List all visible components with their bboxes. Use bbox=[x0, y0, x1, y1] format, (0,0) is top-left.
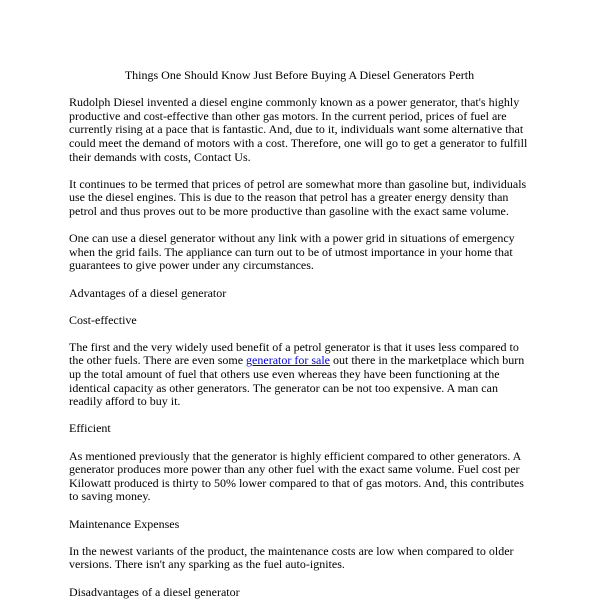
maintenance-expenses-heading: Maintenance Expenses bbox=[69, 516, 180, 531]
cost-effective-text-before-link: The first and the very widely used benefit of a petrol generator is that it uses less compared to the other fuels. There are even some bbox=[69, 339, 519, 368]
cost-effective-text-after-link: out there in the marketplace which burn up the total amount of fuel that others use even whereas they have been functioning at the identical capacity as other generators. The generator can be not too expensive. A man can readily afford to buy it. bbox=[69, 353, 525, 409]
document-title: Things One Should Know Just Before Buying A Diesel Generators Perth bbox=[124, 68, 475, 82]
cost-effective-heading: Cost-effective bbox=[69, 312, 137, 327]
disadvantages-heading: Disadvantages of a diesel generator bbox=[69, 584, 240, 599]
paragraph-maintenance: In the newest variants of the product, the maintenance costs are low when compared to older versions. There isn't any sparking as the fuel auto-ignites. bbox=[69, 543, 514, 572]
paragraph-petrol-vs-gasoline: It continues to be termed that prices of petrol are somewhat more than gasoline but, individuals use the diesel engines. This is due to the reason that petrol has a greater energy density than petrol and thus proves out to be more productive than gasoline with the exact same volume. bbox=[69, 176, 527, 218]
efficient-heading: Efficient bbox=[69, 421, 111, 436]
paragraph-intro: Rudolph Diesel invented a diesel engine commonly known as a power generator, that's highly productive and cost-effective than other gas motors. In the current period, prices of fuel are currently rising at a pace that is fantastic. And, due to it, individuals want some alternative that could meet the demand of motors with a cost. Therefore, one will go to get a generator to fulfill their demands with costs, Contact Us. bbox=[69, 95, 528, 164]
paragraph-cost-effective bbox=[69, 341, 530, 409]
paragraph-efficient: As mentioned previously that the generator is highly efficient compared to other generators. A generator produces more power than any other fuel with the exact same volume. Fuel cost per Kilowatt produced is thirty to 50% lower compared to that of gas motors. And, this contributes to saving money. bbox=[69, 448, 524, 504]
paragraph-emergency-use: One can use a diesel generator without any link with a power grid in situations of emergency when the grid fails. The appliance can turn out to be of utmost importance in your home that guarantees to give power under any circumstances. bbox=[69, 231, 515, 273]
generator-for-sale-link[interactable]: generator for sale bbox=[246, 353, 330, 368]
advantages-heading: Advantages of a diesel generator bbox=[69, 285, 227, 300]
